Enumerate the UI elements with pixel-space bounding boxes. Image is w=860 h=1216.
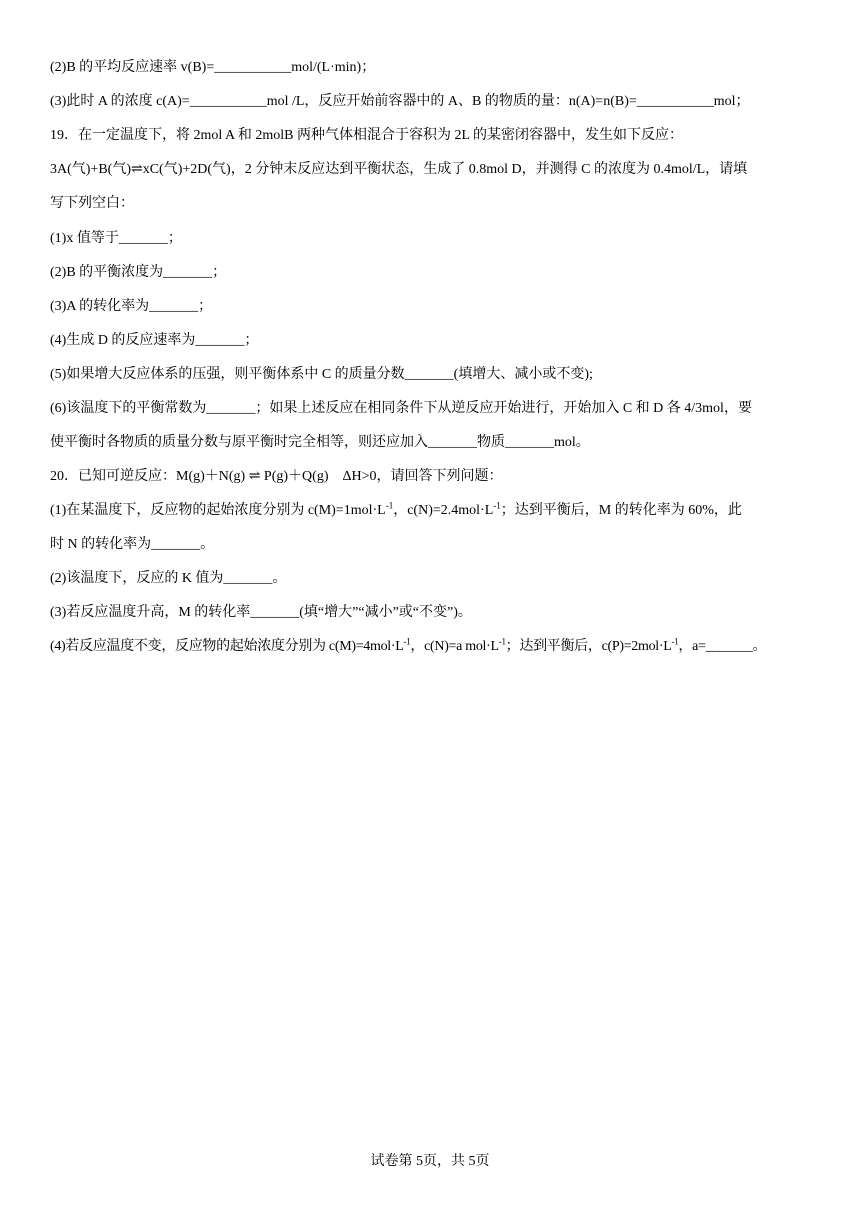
q20-part4-seg-b: ，c(N)=a mol·L (410, 639, 499, 654)
q20-part2-text: (2)该温度下，反应的 K 值为_______。 (50, 571, 287, 586)
q20-part4-seg-c: ；达到平衡后，c(P)=2mol·L (505, 639, 672, 654)
q19-part6-line2: 使平衡时各物质的质量分数与原平衡时完全相等，则还应加入_______物质_______mol。 (50, 435, 590, 450)
q19-part4-text: (4)生成 D 的反应速率为_______； (50, 333, 259, 348)
q19-part3-text: (3)A 的转化率为_______； (50, 299, 213, 314)
q20-part1-sup1: -1 (385, 500, 394, 511)
q20-part1-seg-c: ；达到平衡后，M 的转化率为 60%，此 (500, 503, 742, 518)
page-footer: 试卷第 5页，共 5页 (370, 1154, 490, 1169)
q20-part4-seg-d: ，a=_______。 (678, 639, 767, 654)
q20-stem: 20．已知可逆反应：M(g)＋N(g) ⇌ P(g)＋Q(g) ΔH>0，请回答下列问题： (50, 469, 503, 484)
q19-part5-text: (5)如果增大反应体系的压强，则平衡体系中 C 的质量分数_______(填增大、减小或不变); (50, 367, 593, 382)
q20-part1-line1 (50, 501, 815, 521)
q19-stem-line2: 3A(气)+B(气)⇌xC(气)+2D(气)，2 分钟末反应达到平衡状态，生成了 0.8mol D，并测得 C 的浓度为 0.4mol/L，请填 (50, 162, 748, 177)
q19-part2-text: (2)B 的平衡浓度为_______； (50, 265, 227, 280)
q20-part4-sup3: -1 (671, 636, 679, 647)
q20-part3-text: (3)若反应温度升高，M 的转化率_______(填“增大”“减小”或“不变”)。 (50, 605, 472, 620)
q20-part4-text (50, 637, 815, 657)
q20-part4-seg-a: (4)若反应温度不变，反应物的起始浓度分别为 c(M)=4mol·L (50, 639, 404, 654)
q18-part2-text: (2)B 的平均反应速率 v(B)=___________mol/(L·min)； (50, 60, 376, 75)
q19-stem-line1: 19．在一定温度下，将 2mol A 和 2molB 两种气体相混合于容积为 2L 的某密闭容器中，发生如下反应： (50, 128, 683, 143)
q18-part3-text: (3)此时 A 的浓度 c(A)=___________mol /L，反应开始前容器中的 A、B 的物质的量：n(A)=n(B)=___________mol； (50, 94, 750, 109)
q20-part1-seg-a: (1)在某温度下，反应物的起始浓度分别为 c(M)=1mol·L (50, 503, 386, 518)
q20-part4-sup1: -1 (403, 636, 411, 647)
q20-part4-sup2: -1 (498, 636, 506, 647)
q19-part6-line1: (6)该温度下的平衡常数为_______；如果上述反应在相同条件下从逆反应开始进行，开始加入 C 和 D 各 4/3mol，要 (50, 401, 752, 416)
q20-part1-line2: 时 N 的转化率为_______。 (50, 537, 215, 552)
q20-part1-sup2: -1 (493, 500, 501, 511)
q19-stem-line3: 写下列空白： (50, 196, 134, 211)
q20-part1-seg-b: ，c(N)=2.4mol·L (393, 503, 494, 518)
q19-part1-text: (1)x 值等于_______； (50, 231, 182, 246)
